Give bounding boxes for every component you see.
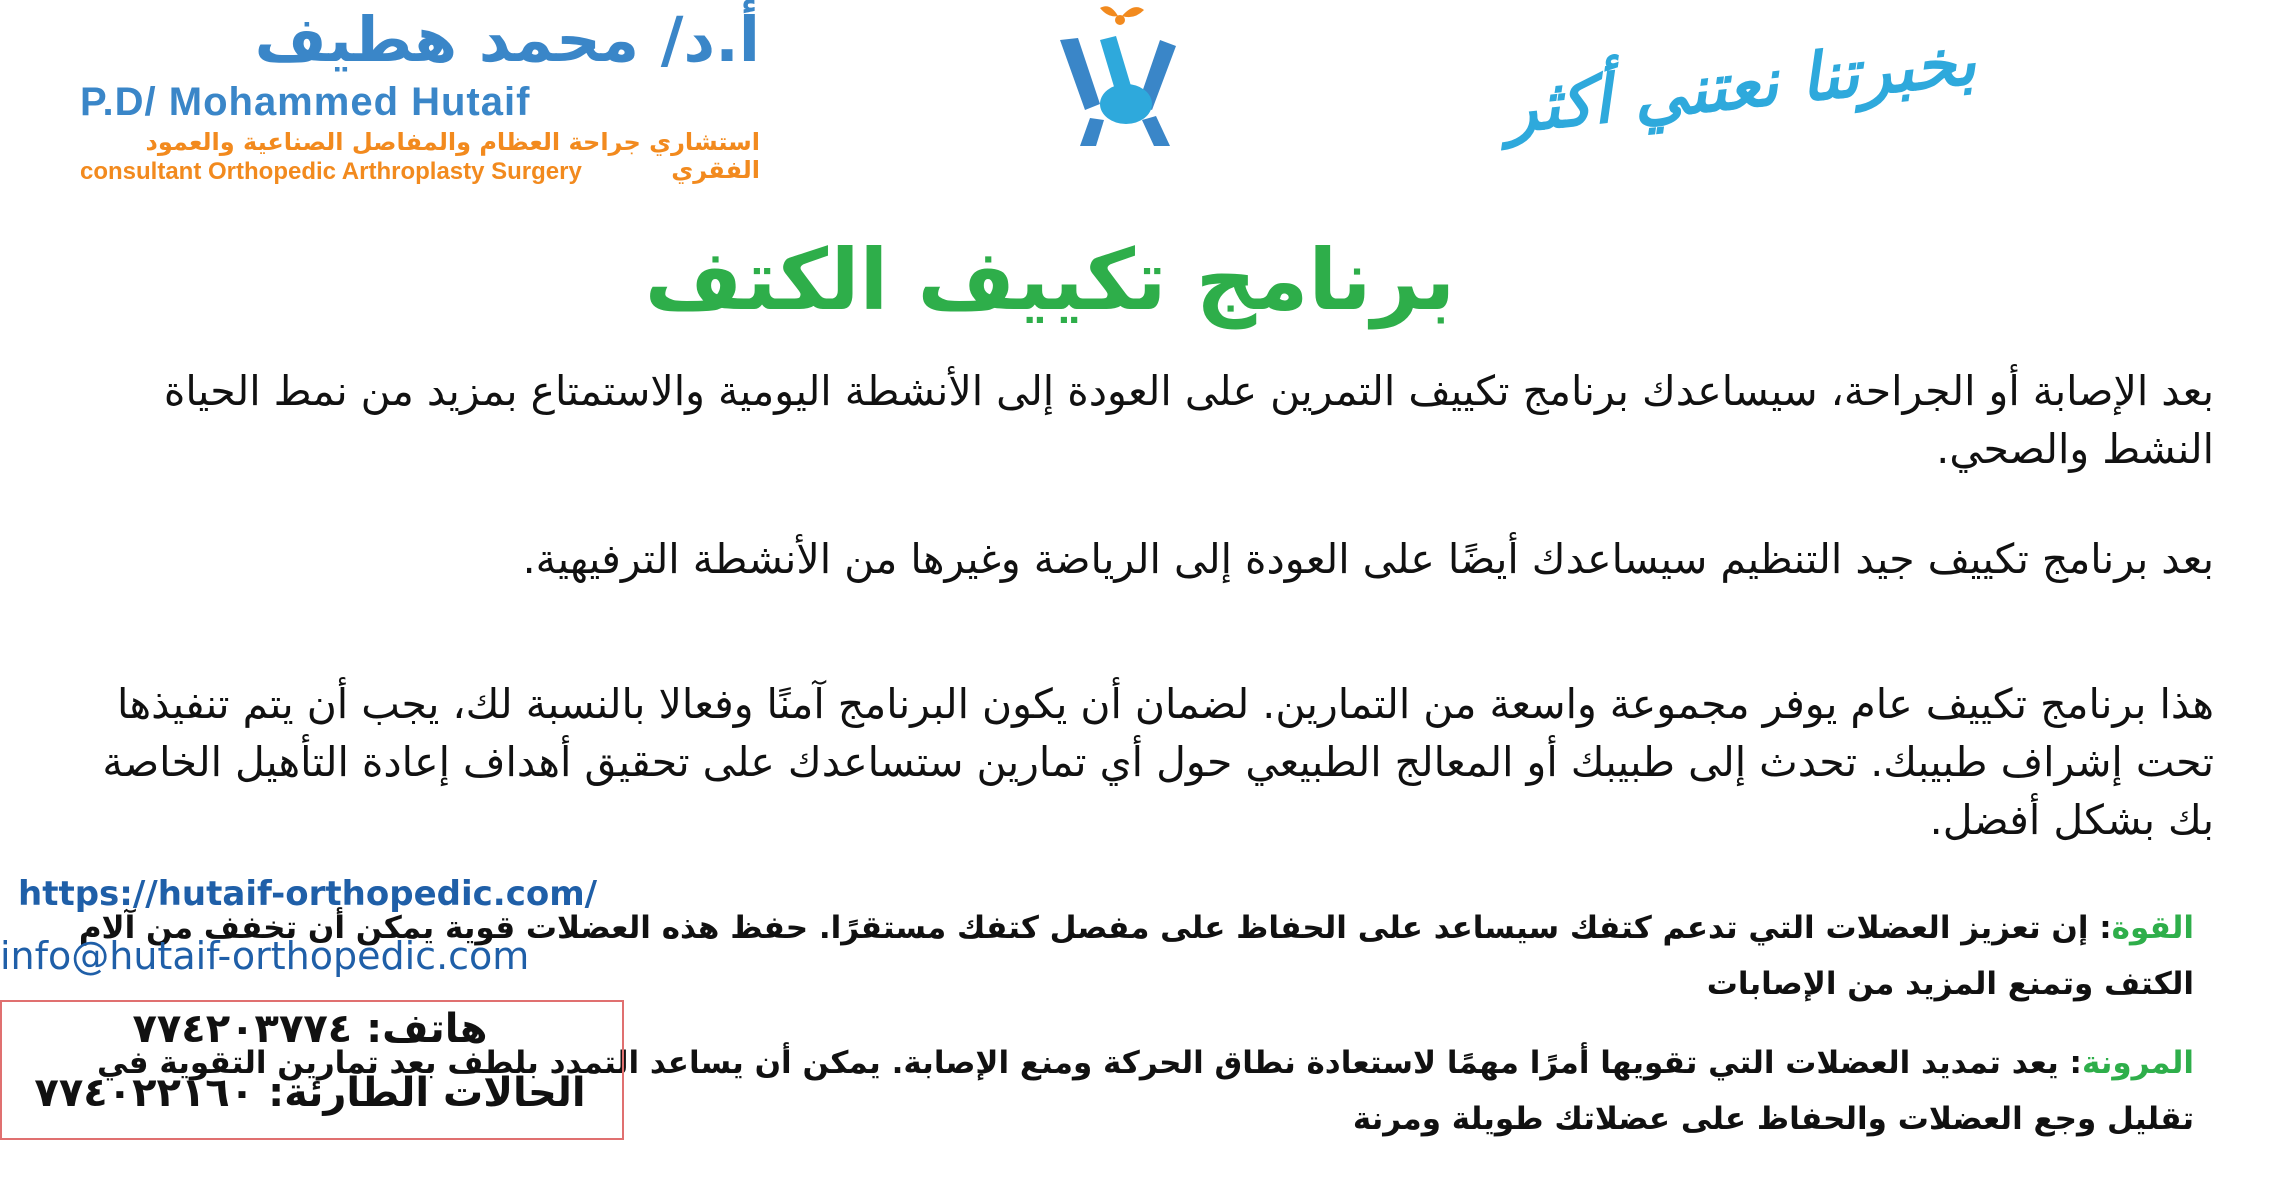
phone-number: هاتف: ٧٧٤٢٠٣٧٧٤ xyxy=(132,1006,488,1052)
emergency-number: الحالات الطارئة: ٧٧٤٠٢٢١٦٠ xyxy=(34,1070,586,1116)
strength-text: : إن تعزيز العضلات التي تدعم كتفك سيساعد على الحفاظ على مفصل كتفك مستقرًا. حفظ هذه العضلات قوية يمكن أن تخفف من آلام الكتف وتمنع المزيد من الإصابات xyxy=(78,910,2194,1002)
logo-name-english: P.D/ Mohammed Hutaif xyxy=(80,80,531,124)
logo-title-arabic: استشاري جراحة العظام والمفاصل الصناعية والعمود الفقري xyxy=(145,128,760,184)
page-title: برنامج تكييف الكتف xyxy=(644,231,1456,329)
website-link[interactable]: https://hutaif-orthopedic.com/ xyxy=(18,874,598,914)
email-link[interactable]: info@hutaif-orthopedic.com xyxy=(0,934,530,978)
slogan: بخبرتنا نعتني أكثر xyxy=(1500,21,1980,149)
logo-title-english: consultant Orthopedic Arthroplasty Surgery xyxy=(80,158,582,185)
paragraph-sports: بعد برنامج تكييف جيد التنظيم سيساعدك أيضًا على العودة إلى الرياضة وغيرها من الأنشطة الترفيهية. xyxy=(522,535,2214,583)
strength-label: القوة xyxy=(2111,910,2194,946)
paragraph-intro: بعد الإصابة أو الجراحة، سيساعدك برنامج تكييف التمرين على العودة إلى الأنشطة اليومية والاستمتاع بمزيد من نمط الحياة النشط والصحي. xyxy=(163,367,2214,473)
paragraph-general-program: هذا برنامج تكييف عام يوفر مجموعة واسعة من التمارين. لضمان أن يكون البرنامج آمنًا وفعالا بالنسبة لك، يجب أن يتم تنفيذها تحت إشراف طبيبك. تحدث إلى طبيبك أو المعالج الطبيعي حول أي تمارين ستساعدك على تحقيق أهداف إعادة التأهيل الخاصة بك بشكل أفضل. xyxy=(102,680,2214,844)
joint-logo-icon xyxy=(1030,0,1200,150)
flexibility-label: المرونة xyxy=(2081,1045,2194,1081)
flexibility-text: : يعد تمديد العضلات التي تقويها أمرًا مهمًا لاستعادة نطاق الحركة ومنع الإصابة. يمكن أن يساعد التمدد بلطف بعد تمارين التقوية في تقليل وجع العضلات والحفاظ على عضلاتك طويلة ومرنة xyxy=(96,1045,2194,1137)
logo-name-arabic: أ.د/ محمد هطيف xyxy=(254,3,760,76)
